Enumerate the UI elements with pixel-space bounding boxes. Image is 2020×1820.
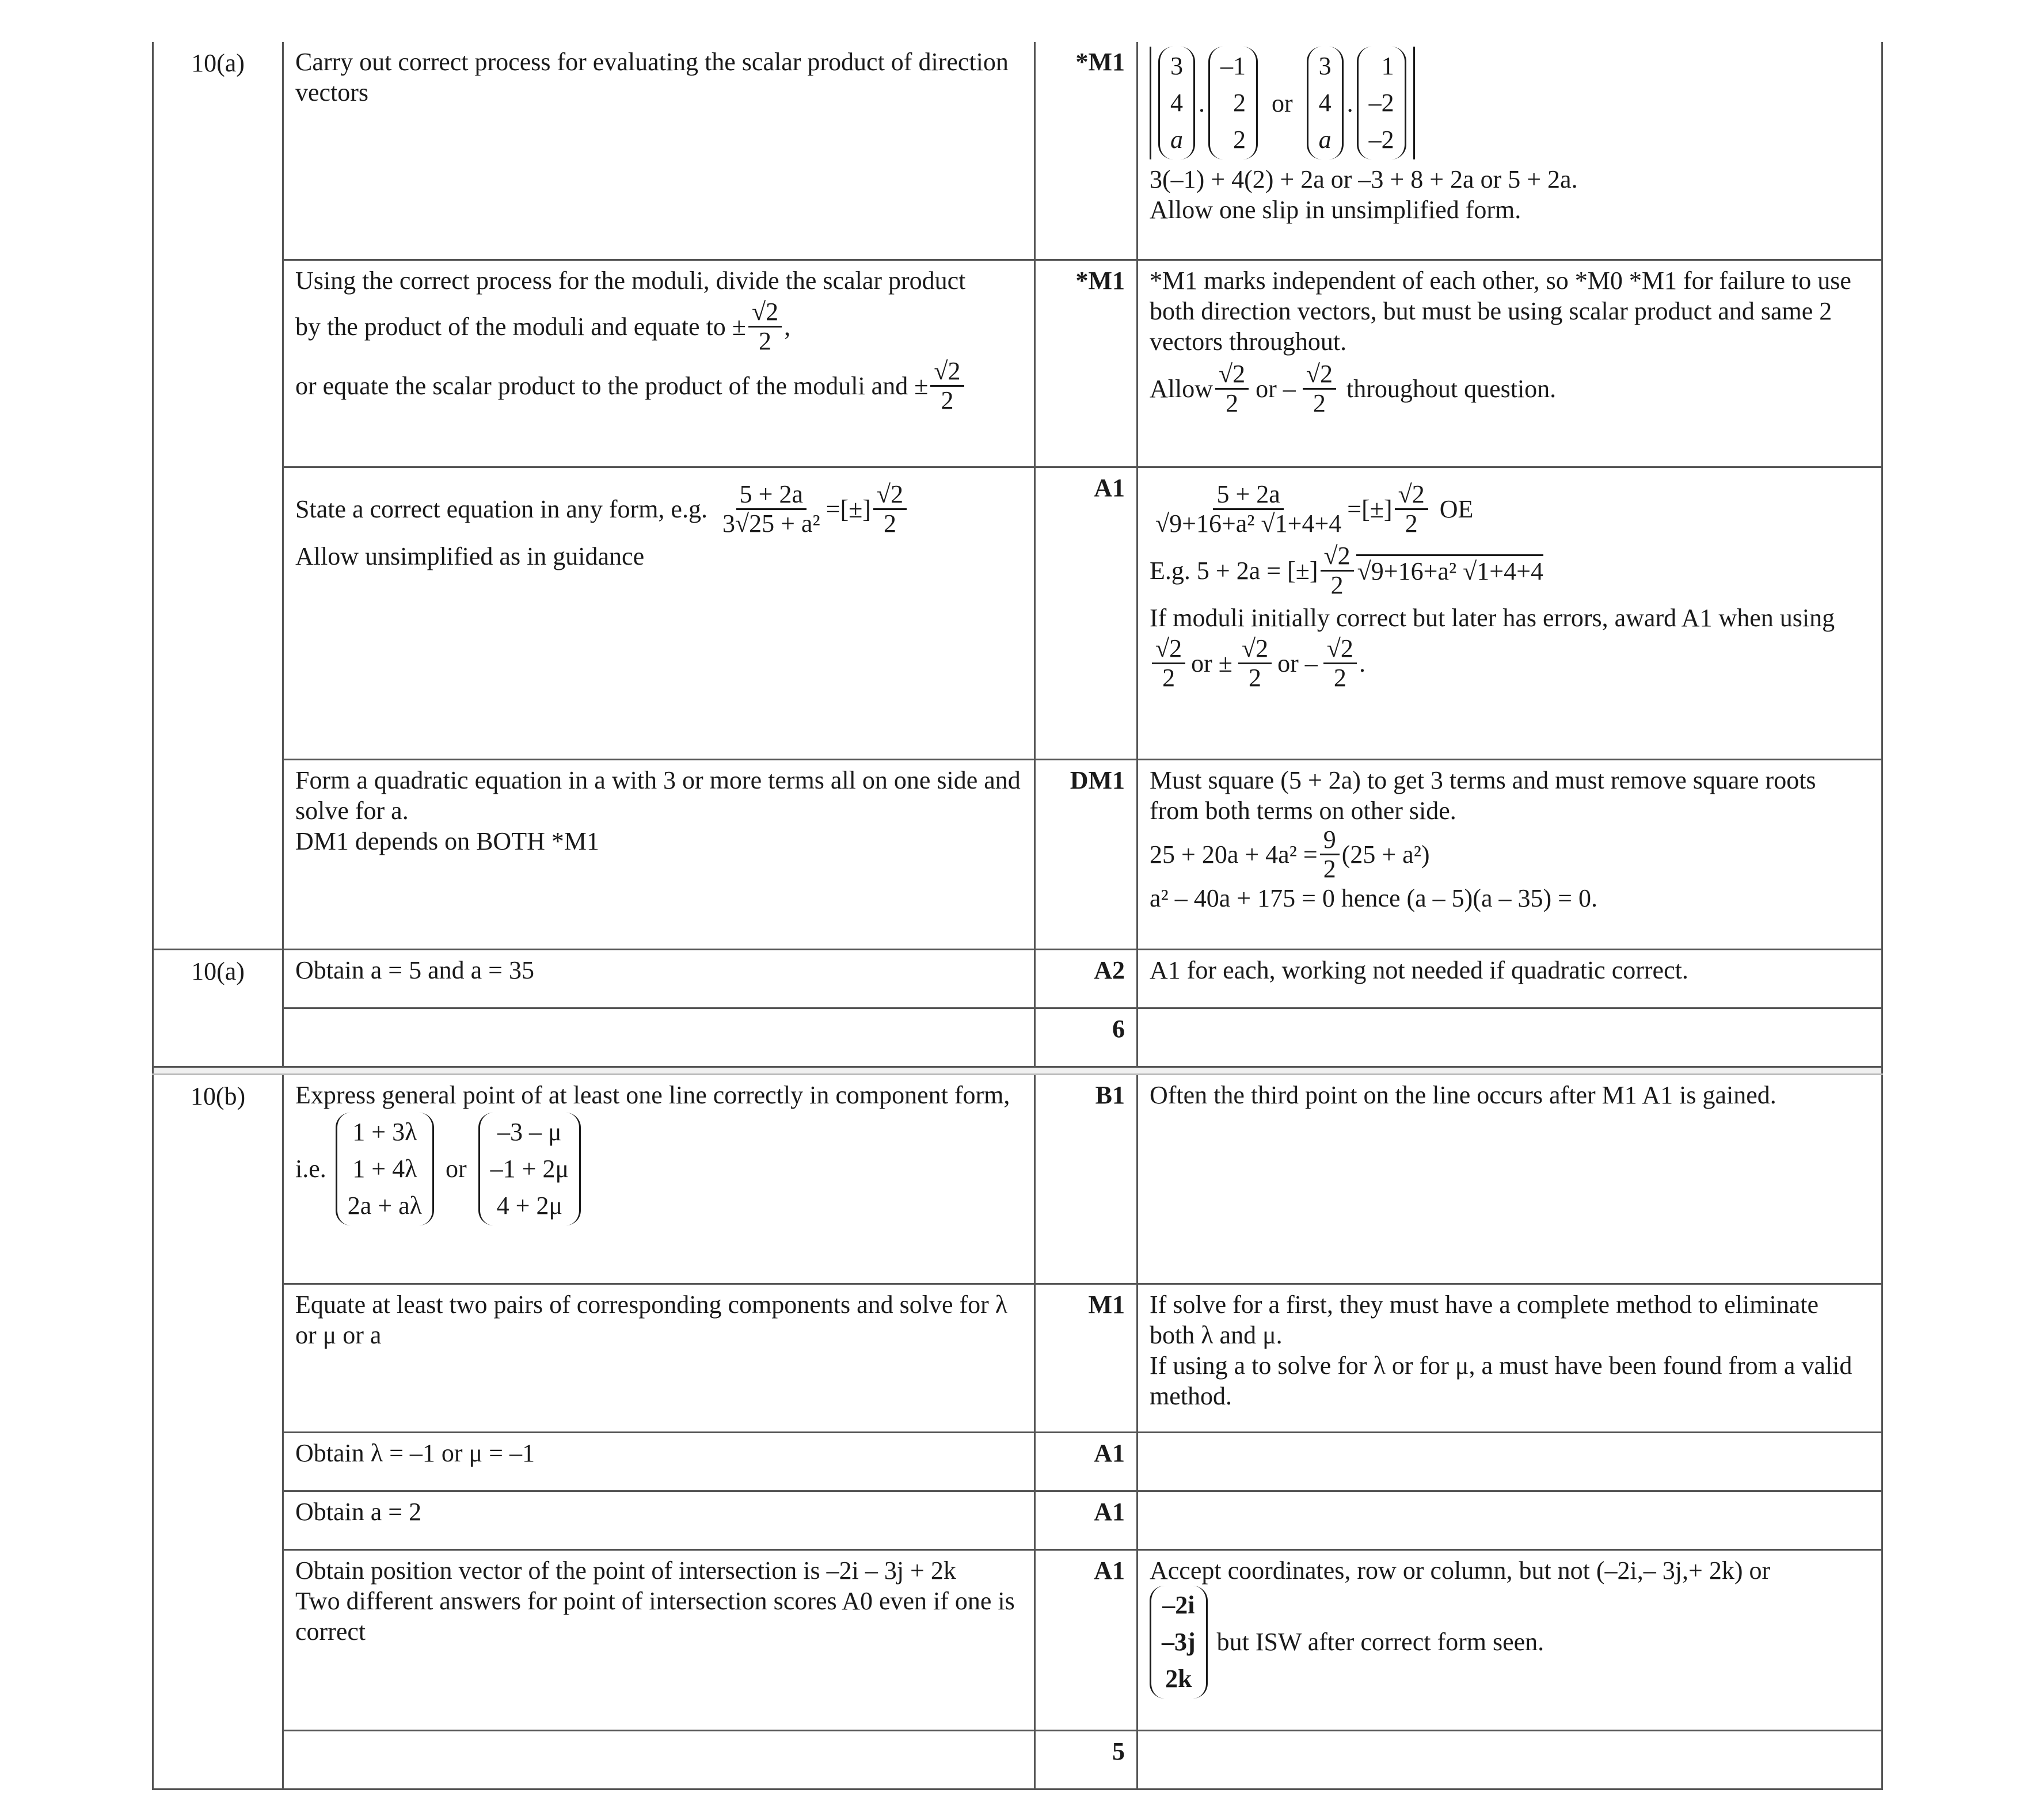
mark-scheme-table bbox=[152, 42, 1883, 1790]
fraction: $\frac{√2}{2}$ bbox=[930, 357, 964, 414]
fraction: $\frac{√2}{2}$ bbox=[1323, 635, 1357, 692]
answer-cell: Obtain a = 2 bbox=[283, 1491, 1035, 1549]
fraction: $\frac{5 + 2a}{\text{√9+16+a² √1+4+4}}$ bbox=[1155, 479, 1342, 538]
table-row bbox=[153, 1284, 1882, 1432]
answer-cell: Using the correct process for the moduli, divide the scalar product by the product of the moduli and equate to ± $\frac{√2}{2}$ , or equate the scalar product to the product of the moduli and ± $\frac{√2}{2}$ bbox=[283, 260, 1035, 467]
answer-cell: State a correct equation in any form, e.g. $\frac{5 + 2a}{\text{3√25 + a²}}$ =[±] $\frac{√2}{2}$ Allow unsimplified as in guidance bbox=[283, 467, 1035, 759]
fraction: $\frac{√2}{2}$ bbox=[1321, 542, 1354, 599]
question-cell: 10(b) bbox=[153, 1074, 283, 1284]
mark-cell: DM1 bbox=[1035, 759, 1138, 949]
answer-cell: Carry out correct process for evaluating the scalar product of direction vectors bbox=[283, 42, 1035, 260]
fraction: $\frac{√2}{2}$ bbox=[1215, 360, 1249, 417]
guidance-cell: $\frac{5 + 2a}{\text{√9+16+a² √1+4+4}}$ =[±] $\frac{√2}{2}$ OE E.g. 5 + 2a = [±] $\frac{√2}{2}$ √9+16+a² √1+4+4 If moduli initially correct but later has errors, award A1 when using $\frac{√2}{2}$ or ± $\frac{√2}{2}$ or – $\frac{√2}{2}$ . bbox=[1138, 467, 1882, 759]
guidance-cell: Must square (5 + 2a) to get 3 terms and must remove square roots from both terms on other side. 25 + 20a + 4a² = $\frac{9}{2}$ (25 + a²) a² – 40a + 175 = 0 hence (a – 5)(a – 35) = 0. bbox=[1138, 759, 1882, 949]
answer-cell: Obtain a = 5 and a = 35 bbox=[283, 949, 1035, 1008]
fraction: $\frac{√2}{2}$ bbox=[1152, 635, 1185, 692]
table-row bbox=[153, 42, 1882, 260]
mark-cell: A1 bbox=[1035, 1491, 1138, 1549]
fraction: $\frac{5 + 2a}{\text{3√25 + a²}}$ bbox=[722, 479, 820, 538]
vector: –1 2 2 bbox=[1208, 47, 1258, 159]
table-row bbox=[153, 260, 1882, 467]
answer-cell: Obtain λ = –1 or μ = –1 bbox=[283, 1432, 1035, 1491]
vector: –3 – μ –1 + 2μ 4 + 2μ bbox=[478, 1113, 581, 1225]
question-cell: 10(a) bbox=[153, 42, 283, 260]
vector: –2i –3j 2k bbox=[1150, 1586, 1208, 1699]
fraction: $\frac{√2}{2}$ bbox=[748, 298, 782, 355]
guidance-cell: A1 for each, working not needed if quadratic correct. bbox=[1138, 949, 1882, 1008]
section-divider bbox=[153, 1067, 1882, 1074]
answer-cell: Express general point of at least one line correctly in component form, i.e. 1 + 3λ 1 + 4λ 2a + aλ or –3 – μ –1 + 2μ 4 + 2μ bbox=[283, 1074, 1035, 1284]
vector: 3 4 a bbox=[1158, 47, 1195, 159]
mark-cell: *M1 bbox=[1035, 42, 1138, 260]
fraction: $\frac{√2}{2}$ bbox=[873, 481, 907, 538]
table-row bbox=[153, 1549, 1882, 1730]
guidance-cell: Often the third point on the line occurs after M1 A1 is gained. bbox=[1138, 1074, 1882, 1284]
guidance-cell: 3 4 a . –1 2 2 or 3 4 a . 1 –2 –2 3(–1) + 4(2) + 2a or –3 + 8 + 2a or 5 + 2a. Allow one slip in unsimplified form. bbox=[1138, 42, 1882, 260]
mark-cell: A1 bbox=[1035, 1549, 1138, 1730]
table-row bbox=[153, 949, 1882, 1008]
question-cell: 10(a) bbox=[153, 949, 283, 1008]
table-row bbox=[153, 759, 1882, 949]
dot-product-bracket: 3 4 a . –1 2 2 or 3 4 a . 1 –2 –2 bbox=[1150, 47, 1415, 159]
fraction: $\frac{√2}{2}$ bbox=[1238, 635, 1272, 692]
mark-cell: A1 bbox=[1035, 1432, 1138, 1491]
mark-cell: A2 bbox=[1035, 949, 1138, 1008]
mark-cell: B1 bbox=[1035, 1074, 1138, 1284]
fraction: $\frac{√2}{2}$ bbox=[1395, 481, 1428, 538]
table-row bbox=[153, 1074, 1882, 1284]
guidance-cell: Accept coordinates, row or column, but not (–2i,– 3j,+ 2k) or –2i –3j 2k but ISW after correct form seen. bbox=[1138, 1549, 1882, 1730]
vector: 3 4 a bbox=[1307, 47, 1344, 159]
answer-cell: Obtain position vector of the point of intersection is –2i – 3j + 2k Two different answers for point of intersection scores A0 even if one is correct bbox=[283, 1549, 1035, 1730]
table-row bbox=[153, 1730, 1882, 1789]
fraction: $\frac{√2}{2}$ bbox=[1303, 360, 1336, 417]
answer-cell: Form a quadratic equation in a with 3 or more terms all on one side and solve for a. DM1 depends on BOTH *M1 bbox=[283, 759, 1035, 949]
mark-total: 5 bbox=[1035, 1730, 1138, 1789]
fraction: $\frac{9}{2}$ bbox=[1320, 826, 1340, 883]
guidance-cell: *M1 marks independent of each other, so *M0 *M1 for failure to use both direction vectors, but must be using scalar product and same 2 vectors throughout. Allow $\frac{√2}{2}$ or – $\frac{√2}{2}$ throughout question. bbox=[1138, 260, 1882, 467]
mark-cell: M1 bbox=[1035, 1284, 1138, 1432]
answer-cell: Equate at least two pairs of corresponding components and solve for λ or μ or a bbox=[283, 1284, 1035, 1432]
guidance-cell: If solve for a first, they must have a complete method to eliminate both λ and μ. If using a to solve for λ or for μ, a must have been found from a valid method. bbox=[1138, 1284, 1882, 1432]
vector: 1 + 3λ 1 + 4λ 2a + aλ bbox=[336, 1113, 434, 1225]
table-row bbox=[153, 1491, 1882, 1549]
mark-total: 6 bbox=[1035, 1008, 1138, 1067]
vector: 1 –2 –2 bbox=[1357, 47, 1406, 159]
table-row bbox=[153, 467, 1882, 759]
mark-cell: *M1 bbox=[1035, 260, 1138, 467]
table-row bbox=[153, 1008, 1882, 1067]
mark-cell: A1 bbox=[1035, 467, 1138, 759]
table-row bbox=[153, 1432, 1882, 1491]
